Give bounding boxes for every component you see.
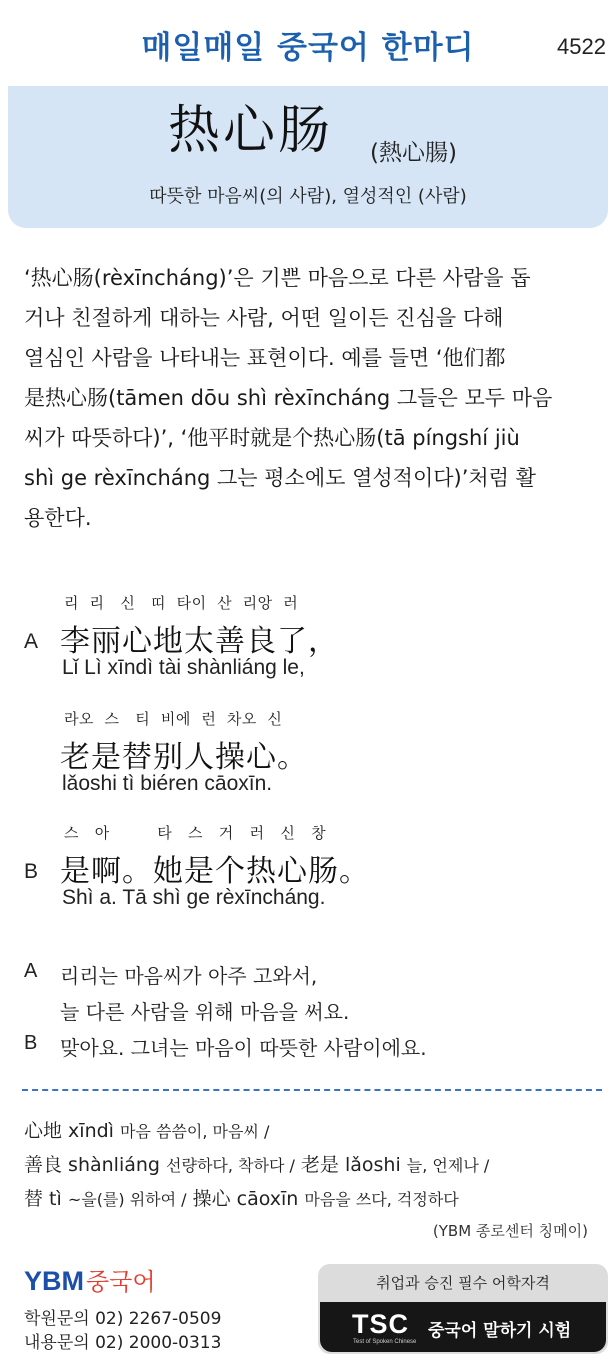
vocab-definition: ~을(를) 위하여 / [67, 1190, 187, 1209]
explanation-line: 용한다. [24, 506, 92, 530]
tsc-advertisement[interactable] [318, 1264, 608, 1354]
vocab-line [24, 1116, 269, 1143]
headword-box [8, 86, 608, 228]
translation-row [0, 1032, 616, 1068]
translation-row [0, 996, 616, 1032]
vocab-definition: 선량하다, 착하다 / [166, 1156, 295, 1175]
vocab-line [24, 1184, 459, 1211]
ad-banner [320, 1302, 606, 1352]
logo-en: YBM [24, 1266, 84, 1296]
series-title: 매일매일 중국어 한마디 [141, 30, 475, 66]
credit-line: (YBM 종로센터 칭메이) [432, 1222, 588, 1240]
vocab-definition: 마음을 쓰다, 걱정하다 [304, 1190, 459, 1209]
translation-row [0, 960, 616, 996]
speaker-label: A [24, 630, 39, 653]
vocab-term: 善良 shànliáng [24, 1154, 160, 1176]
ad-tagline: 취업과 승진 필수 어학자격 [376, 1274, 550, 1292]
vocab-term: 老是 lǎoshi [300, 1154, 401, 1176]
pronunciation-guide: 리 리 신 띠 타이 산 리앙 러 [64, 594, 299, 612]
ybm-logo[interactable] [24, 1262, 156, 1297]
pronunciation-guide: 라오 스 티 비에 런 차오 신 [64, 710, 283, 728]
vocab-definition: 마음 씀씀이, 마음씨 / [120, 1122, 270, 1141]
explanation-line: 거나 친절하게 대하는 사람, 어떤 일이든 진심을 다해 [24, 306, 504, 330]
vocab-definition: 늘, 언제나 / [406, 1156, 490, 1175]
issue-number: 4522 [557, 34, 606, 59]
explanation-line: shì ge rèxīncháng 그는 평소에도 열성적이다)’처럼 활 [24, 466, 536, 490]
pronunciation-guide: 스 아 타 스 거 러 신 창 [64, 824, 327, 842]
ad-label: 중국어 말하기 시험 [428, 1321, 572, 1341]
tsc-logo-subtitle: Test of Spoken Chinese [353, 1339, 417, 1345]
contact-academy: 학원문의 02) 2267-0509 [24, 1309, 222, 1329]
headword-traditional: (熱心腸) [370, 140, 457, 166]
headword-meaning: 따뜻한 마음씨(의 사람), 열성적인 (사람) [149, 186, 467, 207]
chinese-sentence: 是啊。她是个热心肠。 [60, 854, 370, 889]
explanation-line: ‘热心肠(rèxīncháng)’은 기쁜 마음으로 다른 사람을 돕 [24, 266, 531, 290]
explanation-paragraph [24, 258, 600, 538]
pinyin-sentence: Lǐ Lì xīndì tài shànliáng le, [62, 656, 305, 679]
section-divider [22, 1089, 602, 1091]
explanation-line: 씨가 따뜻하다)’, ‘他平时就是个热心肠(tā píngshí jiù [24, 426, 520, 450]
logo-kr: 중국어 [86, 1268, 156, 1296]
vocab-line [24, 1150, 489, 1177]
vocab-term: 操心 cāoxīn [192, 1188, 299, 1210]
speaker-label: B [24, 860, 39, 883]
vocab-term: 心地 xīndì [24, 1120, 114, 1142]
headword-hanzi: 热心肠 [168, 101, 334, 161]
translation-text: 늘 다른 사람을 위해 마음을 써요. [60, 1000, 350, 1024]
translation-speaker: A [24, 960, 38, 982]
contact-content: 내용문의 02) 2000-0313 [24, 1333, 222, 1353]
vocab-term: 替 tì [24, 1188, 62, 1210]
explanation-line: 열심인 사람을 나타내는 표현이다. 예를 들면 ‘他们都 [24, 346, 506, 370]
pinyin-sentence: lǎoshi tì biéren cāoxīn. [62, 772, 273, 795]
translation-speaker: B [24, 1032, 38, 1054]
pinyin-sentence: Shì a. Tā shì ge rèxīncháng. [62, 886, 326, 909]
tsc-logo: TSC [352, 1309, 409, 1339]
explanation-line: 是热心肠(tāmen dōu shì rèxīncháng 그들은 모두 마음 [24, 386, 553, 410]
chinese-sentence: 李丽心地太善良了， [60, 624, 339, 659]
chinese-sentence: 老是替别人操心。 [60, 740, 308, 775]
translation-text: 리리는 마음씨가 아주 고와서, [60, 964, 318, 988]
translation-text: 맞아요. 그녀는 마음이 따뜻한 사람이에요. [60, 1036, 427, 1060]
